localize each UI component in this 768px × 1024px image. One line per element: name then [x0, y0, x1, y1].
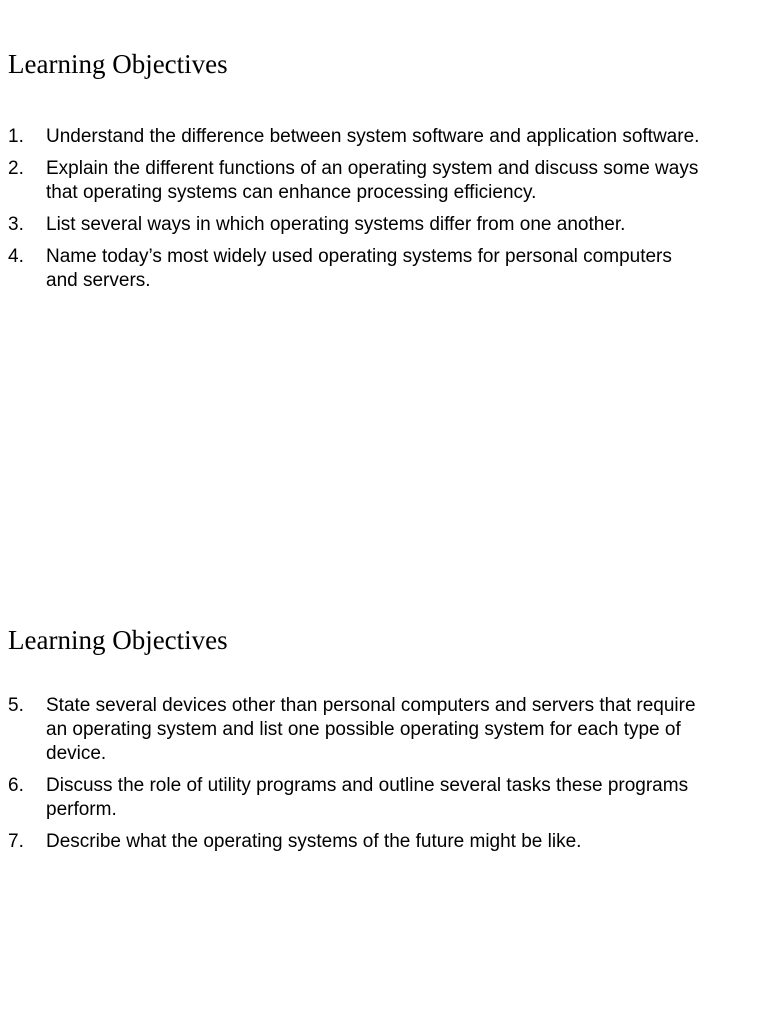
slide-2-objectives-list — [8, 694, 708, 862]
list-item-text: Discuss the role of utility programs and outline several tasks these programs perform. — [46, 775, 689, 820]
list-item — [8, 830, 708, 854]
list-item-number: 3. — [8, 214, 24, 235]
list-item-number: 2. — [8, 158, 24, 179]
list-item — [8, 125, 708, 149]
list-item-number: 6. — [8, 775, 24, 796]
list-item-text: State several devices other than personal computers and servers that require an operating system and list one possible operating system for each type of device. — [46, 695, 696, 764]
list-item — [8, 245, 708, 293]
list-item-text: Describe what the operating systems of the future might be like. — [46, 831, 582, 852]
list-item-number: 7. — [8, 831, 24, 852]
list-item — [8, 157, 708, 205]
list-item-text: List several ways in which operating systems differ from one another. — [46, 214, 626, 235]
list-item-number: 5. — [8, 695, 24, 716]
list-item — [8, 213, 708, 237]
slide-2-title: Learning Objectives — [8, 625, 228, 655]
list-item — [8, 694, 708, 766]
slide-2 — [0, 576, 768, 1024]
list-item-text: Name today’s most widely used operating systems for personal computers and servers. — [46, 246, 672, 291]
list-item-number: 4. — [8, 246, 24, 267]
slide-1-title: Learning Objectives — [8, 49, 228, 79]
list-item-text: Explain the different functions of an operating system and discuss some ways that operating systems can enhance processing efficiency. — [46, 158, 699, 203]
list-item-text: Understand the difference between system software and application software. — [46, 126, 700, 147]
list-item — [8, 774, 708, 822]
list-item-number: 1. — [8, 126, 24, 147]
slide-1-objectives-list — [8, 125, 708, 301]
